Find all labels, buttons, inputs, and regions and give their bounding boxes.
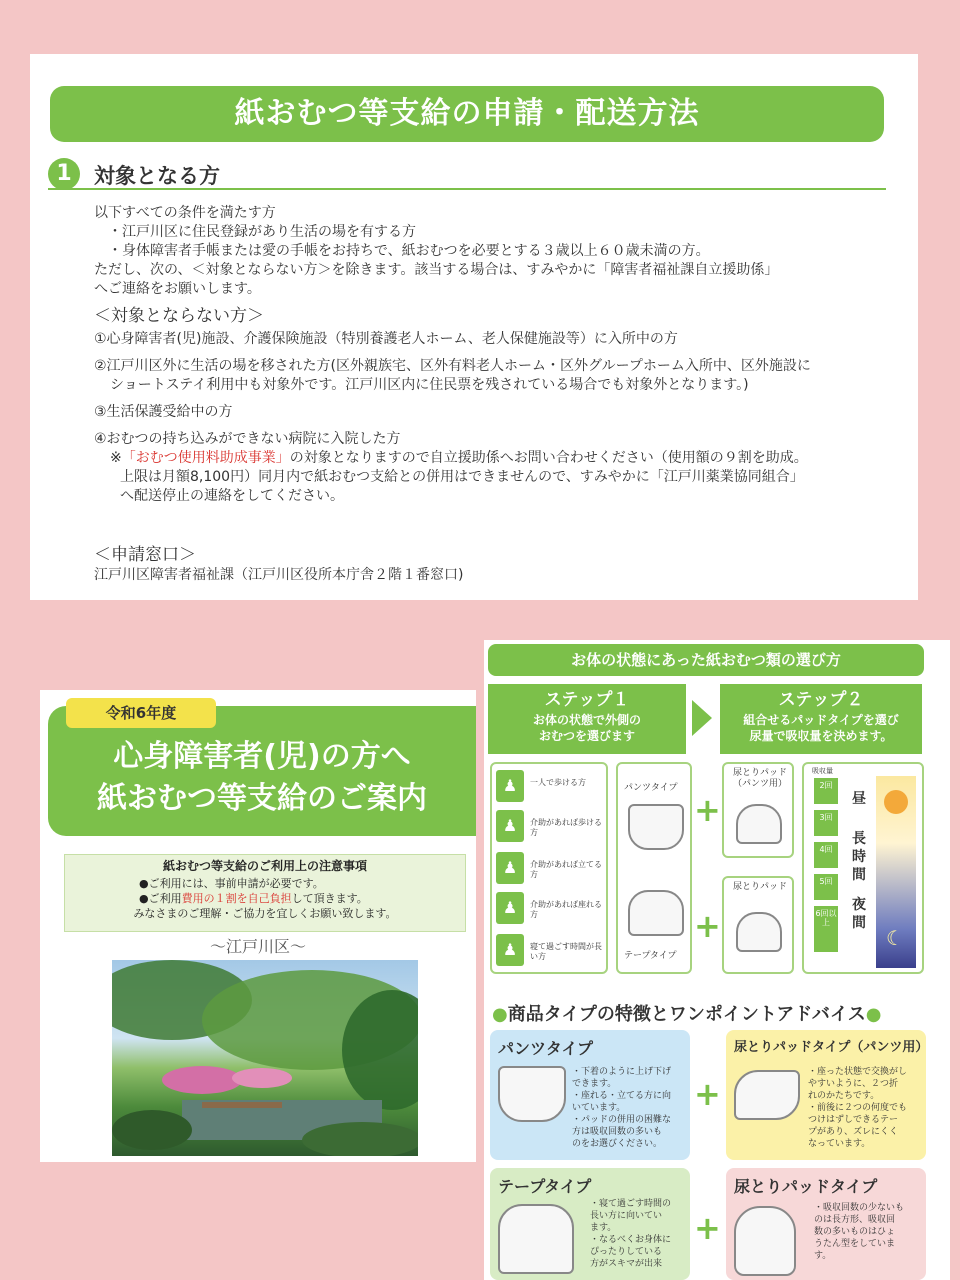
notice-line-1: ●ご利用には、事前申請が必要です。 bbox=[139, 877, 324, 890]
pad-pants-label: 尿とりパッド（パンツ用） bbox=[732, 768, 787, 789]
feature-pad-pants bbox=[726, 1030, 929, 1160]
desc-line: 数の多いものはひょ bbox=[814, 1227, 896, 1237]
desc-line: ・下着のように上げ下げ bbox=[572, 1067, 672, 1077]
desc-line: ます。 bbox=[590, 1223, 617, 1233]
area-label: 〜江戸川区〜 bbox=[209, 937, 306, 956]
absorbency-scale bbox=[802, 762, 924, 974]
desc-line: のは長方形、吸収回 bbox=[814, 1215, 896, 1225]
pad-label: 尿とりパッド bbox=[732, 882, 787, 892]
self-pay-highlight: 費用の１割を自己負担 bbox=[181, 892, 292, 905]
state-label: 寝て過ごす時間が長い方 bbox=[530, 942, 602, 961]
diaper-guide bbox=[484, 640, 950, 1280]
condition-intro: 以下すべての条件を満たす方 bbox=[94, 205, 276, 221]
sitting-person-icon: ♟ bbox=[496, 892, 524, 924]
note-mark: ※ bbox=[110, 450, 122, 466]
notice-line-3: みなさまのご理解・ご協力を宜しくお願い致します。 bbox=[133, 907, 397, 920]
state-walk-assisted bbox=[496, 810, 606, 846]
subsidy-note-line2: 上限は月額8,100円）同月内で紙おむつ支給との併用はできませんので、すみやかに「江戸川薬業協同組合」 bbox=[120, 469, 804, 485]
absorbency-label: 吸収量 bbox=[812, 767, 833, 775]
condition-exception: ただし、次の、＜対象とならない方＞を除きます。該当する場合は、すみやかに「障害者福祉課自立援助係」 bbox=[94, 262, 779, 278]
desc-line: うたん型をしていま bbox=[814, 1239, 896, 1249]
eligibility-text bbox=[94, 204, 894, 506]
state-label: 介助があれば歩ける方 bbox=[530, 818, 602, 837]
step-1 bbox=[488, 684, 686, 754]
desc-line: ・寝て過ごす時間の bbox=[590, 1199, 672, 1209]
excluded-item-2: ②江戸川区外に生活の場を移された方(区外親族宅、区外有料老人ホーム・区外グループホーム入所中、区外施設に bbox=[94, 358, 811, 374]
desc-line: ぴったりしている bbox=[590, 1247, 663, 1257]
pad-icon bbox=[734, 1206, 796, 1276]
year-badge: 令和6年度 bbox=[66, 698, 216, 728]
desc-line: いています。 bbox=[572, 1103, 626, 1113]
excluded-item-1: ①心身障害者(児)施設、介護保険施設（特別養護老人ホーム、老人保健施設等）に入所中の方 bbox=[94, 331, 678, 347]
long-time-label: 長時間 bbox=[852, 831, 866, 883]
desc-line: できます。 bbox=[572, 1079, 617, 1089]
note-text: の対象となりますので自立援助係へお問い合わせください（使用額の９割を助成。 bbox=[289, 450, 808, 466]
pad-for-pants bbox=[722, 762, 794, 858]
brochure-title-line2: 紙おむつ等支給のご案内 bbox=[97, 781, 427, 816]
section-number: 1 bbox=[48, 158, 80, 190]
application-card bbox=[30, 54, 918, 600]
feature-pants-desc bbox=[572, 1066, 671, 1150]
absorb-level-3: 3回 bbox=[814, 810, 838, 836]
moon-icon: ☾ bbox=[886, 926, 904, 950]
excluded-item-4: ④おむつの持ち込みができない病院に入院した方 bbox=[94, 431, 401, 447]
step-2-desc-1: 組合せるパッドタイプを選び bbox=[743, 713, 899, 727]
day-night-gradient bbox=[876, 776, 916, 968]
pants-type-label: パンツタイプ bbox=[624, 783, 678, 793]
feature-pad-pants-title: 尿とりパッドタイプ（パンツ用） bbox=[734, 1040, 929, 1055]
feature-pants bbox=[490, 1030, 690, 1160]
state-label: 一人で歩ける方 bbox=[530, 778, 586, 787]
subsidy-program-name: 「おむつ使用料助成事業」 bbox=[121, 450, 290, 466]
desc-line: ・前後に２つの何度でも bbox=[808, 1103, 908, 1113]
notice-line-2 bbox=[65, 891, 465, 906]
day-label: 昼 bbox=[852, 791, 866, 807]
plus-icon: + bbox=[694, 791, 721, 829]
absorb-level-6: 6回以上 bbox=[814, 906, 838, 952]
garden-photo bbox=[112, 960, 418, 1156]
desc-line: れのかたちです。 bbox=[808, 1091, 880, 1101]
notice-line-2-a: ●ご利用 bbox=[139, 892, 182, 905]
feature-pad-desc bbox=[814, 1202, 904, 1262]
subsidy-note bbox=[94, 449, 894, 468]
notice-box bbox=[64, 854, 466, 932]
state-label: 介助があれば座れる方 bbox=[530, 900, 602, 919]
desc-line: す。 bbox=[814, 1251, 832, 1261]
desc-line: やすいように、２つ折 bbox=[808, 1079, 899, 1089]
excluded-item-3: ③生活保護受給中の方 bbox=[94, 404, 233, 420]
night-label: 夜間 bbox=[852, 897, 866, 931]
desc-line: なっています。 bbox=[808, 1139, 871, 1149]
step-1-desc-2: おむつを選びます bbox=[538, 729, 635, 743]
tape-type-label: テープタイプ bbox=[624, 951, 677, 961]
contact-office: 江戸川区障害者福祉課（江戸川区役所本庁舎２階１番窓口) bbox=[94, 567, 464, 583]
step-2 bbox=[720, 684, 922, 754]
step-2-title: ステップ２ bbox=[778, 690, 864, 710]
assisted-standing-icon: ♟ bbox=[496, 852, 524, 884]
excluded-item-2-cont: ショートステイ利用中も対象外です。江戸川区内に住民票を残されている場合でも対象外となります。) bbox=[110, 377, 749, 393]
absorb-level-5: 5回 bbox=[814, 874, 838, 900]
outer-diaper-types bbox=[616, 762, 692, 974]
time-labels bbox=[848, 790, 870, 932]
state-bedridden bbox=[496, 934, 606, 970]
feature-pad-pants-desc bbox=[808, 1066, 907, 1150]
arrow-right-icon bbox=[692, 700, 712, 736]
desc-line: ・なるべくお身体に bbox=[590, 1235, 672, 1245]
brochure-title-line1: 心身障害者(児)の方へ bbox=[113, 739, 411, 774]
guide-title: お体の状態にあった紙おむつ類の選び方 bbox=[488, 644, 924, 676]
pad-pants-icon bbox=[734, 1070, 800, 1120]
brochure-cover bbox=[40, 690, 476, 1162]
desc-line: のをお選びください。 bbox=[572, 1139, 663, 1149]
tape-diaper-icon bbox=[628, 890, 684, 936]
feature-tape bbox=[490, 1168, 690, 1280]
condition-contact: へご連絡をお願いします。 bbox=[94, 281, 261, 297]
contact-heading: ＜申請窓口＞ bbox=[94, 545, 196, 565]
absorb-level-4: 4回 bbox=[814, 842, 838, 868]
desc-line: 長い方に向いてい bbox=[590, 1211, 663, 1221]
excluded-heading: ＜対象とならない方＞ bbox=[94, 306, 264, 326]
tape-diaper-icon bbox=[498, 1204, 574, 1274]
condition-1: ・江戸川区に住民登録があり生活の場を有する方 bbox=[108, 224, 416, 240]
step-1-desc-1: お体の状態で外側の bbox=[532, 713, 641, 727]
state-label: 介助があれば立てる方 bbox=[530, 860, 602, 879]
step-1-title: ステップ１ bbox=[544, 690, 630, 710]
feature-pants-title: パンツタイプ bbox=[498, 1039, 594, 1058]
pad-standard bbox=[722, 876, 794, 974]
desc-line: ・吸収回数の少ないも bbox=[814, 1203, 905, 1213]
state-sit-assisted bbox=[496, 892, 606, 928]
state-walk-alone bbox=[496, 770, 606, 806]
notice-title: 紙おむつ等支給のご利用上の注意事項 bbox=[162, 859, 367, 873]
pants-diaper-icon bbox=[498, 1066, 566, 1122]
desc-line: ・座れる・立てる方に向 bbox=[572, 1091, 672, 1101]
feature-tape-desc bbox=[590, 1198, 671, 1270]
features-heading-text: 商品タイプの特徴とワンポイントアドバイス bbox=[507, 1004, 866, 1025]
desc-line: プがあり、ズレにくく bbox=[808, 1127, 899, 1137]
pad-pants-icon bbox=[736, 804, 782, 844]
walking-person-icon: ♟ bbox=[496, 770, 524, 802]
garden-illustration bbox=[112, 960, 418, 1156]
pants-diaper-icon bbox=[628, 804, 684, 850]
plus-icon: + bbox=[694, 1075, 721, 1113]
sun-icon bbox=[884, 790, 908, 814]
desc-line: つけはずしできるテー bbox=[808, 1115, 899, 1125]
absorb-level-2: 2回 bbox=[814, 778, 838, 804]
state-stand-assisted bbox=[496, 852, 606, 888]
feature-tape-title: テープタイプ bbox=[498, 1177, 592, 1196]
plus-icon: + bbox=[694, 907, 721, 945]
desc-line: ・パッドの併用の困難な bbox=[572, 1115, 672, 1125]
section-title: 対象となる方 bbox=[94, 164, 220, 188]
subsidy-note-line3: へ配送停止の連絡をしてください。 bbox=[120, 488, 344, 504]
features-heading: ●商品タイプの特徴とワンポイントアドバイス● bbox=[492, 1004, 882, 1025]
page-title: 紙おむつ等支給の申請・配送方法 bbox=[50, 86, 884, 142]
desc-line: ・座った状態で交換がし bbox=[808, 1067, 908, 1077]
plus-icon: + bbox=[694, 1209, 721, 1247]
notice-line-2-b: して頂きます。 bbox=[291, 892, 368, 905]
pad-icon bbox=[736, 912, 782, 952]
desc-line: 方は吸収回数の多いも bbox=[572, 1127, 663, 1137]
assisted-walking-icon: ♟ bbox=[496, 810, 524, 842]
feature-pad-title: 尿とりパッドタイプ bbox=[734, 1177, 878, 1196]
body-state-list bbox=[490, 762, 608, 974]
step-2-desc-2: 尿量で吸収量を決めます。 bbox=[749, 729, 893, 743]
desc-line: 方がスキマが出来 bbox=[590, 1259, 663, 1269]
feature-pad bbox=[726, 1168, 926, 1280]
section-header bbox=[48, 158, 886, 190]
bed-icon: ♟ bbox=[496, 934, 524, 966]
condition-2: ・身体障害者手帳または愛の手帳をお持ちで、紙おむつを必要とする３歳以上６０歳未満の方。 bbox=[108, 243, 710, 259]
